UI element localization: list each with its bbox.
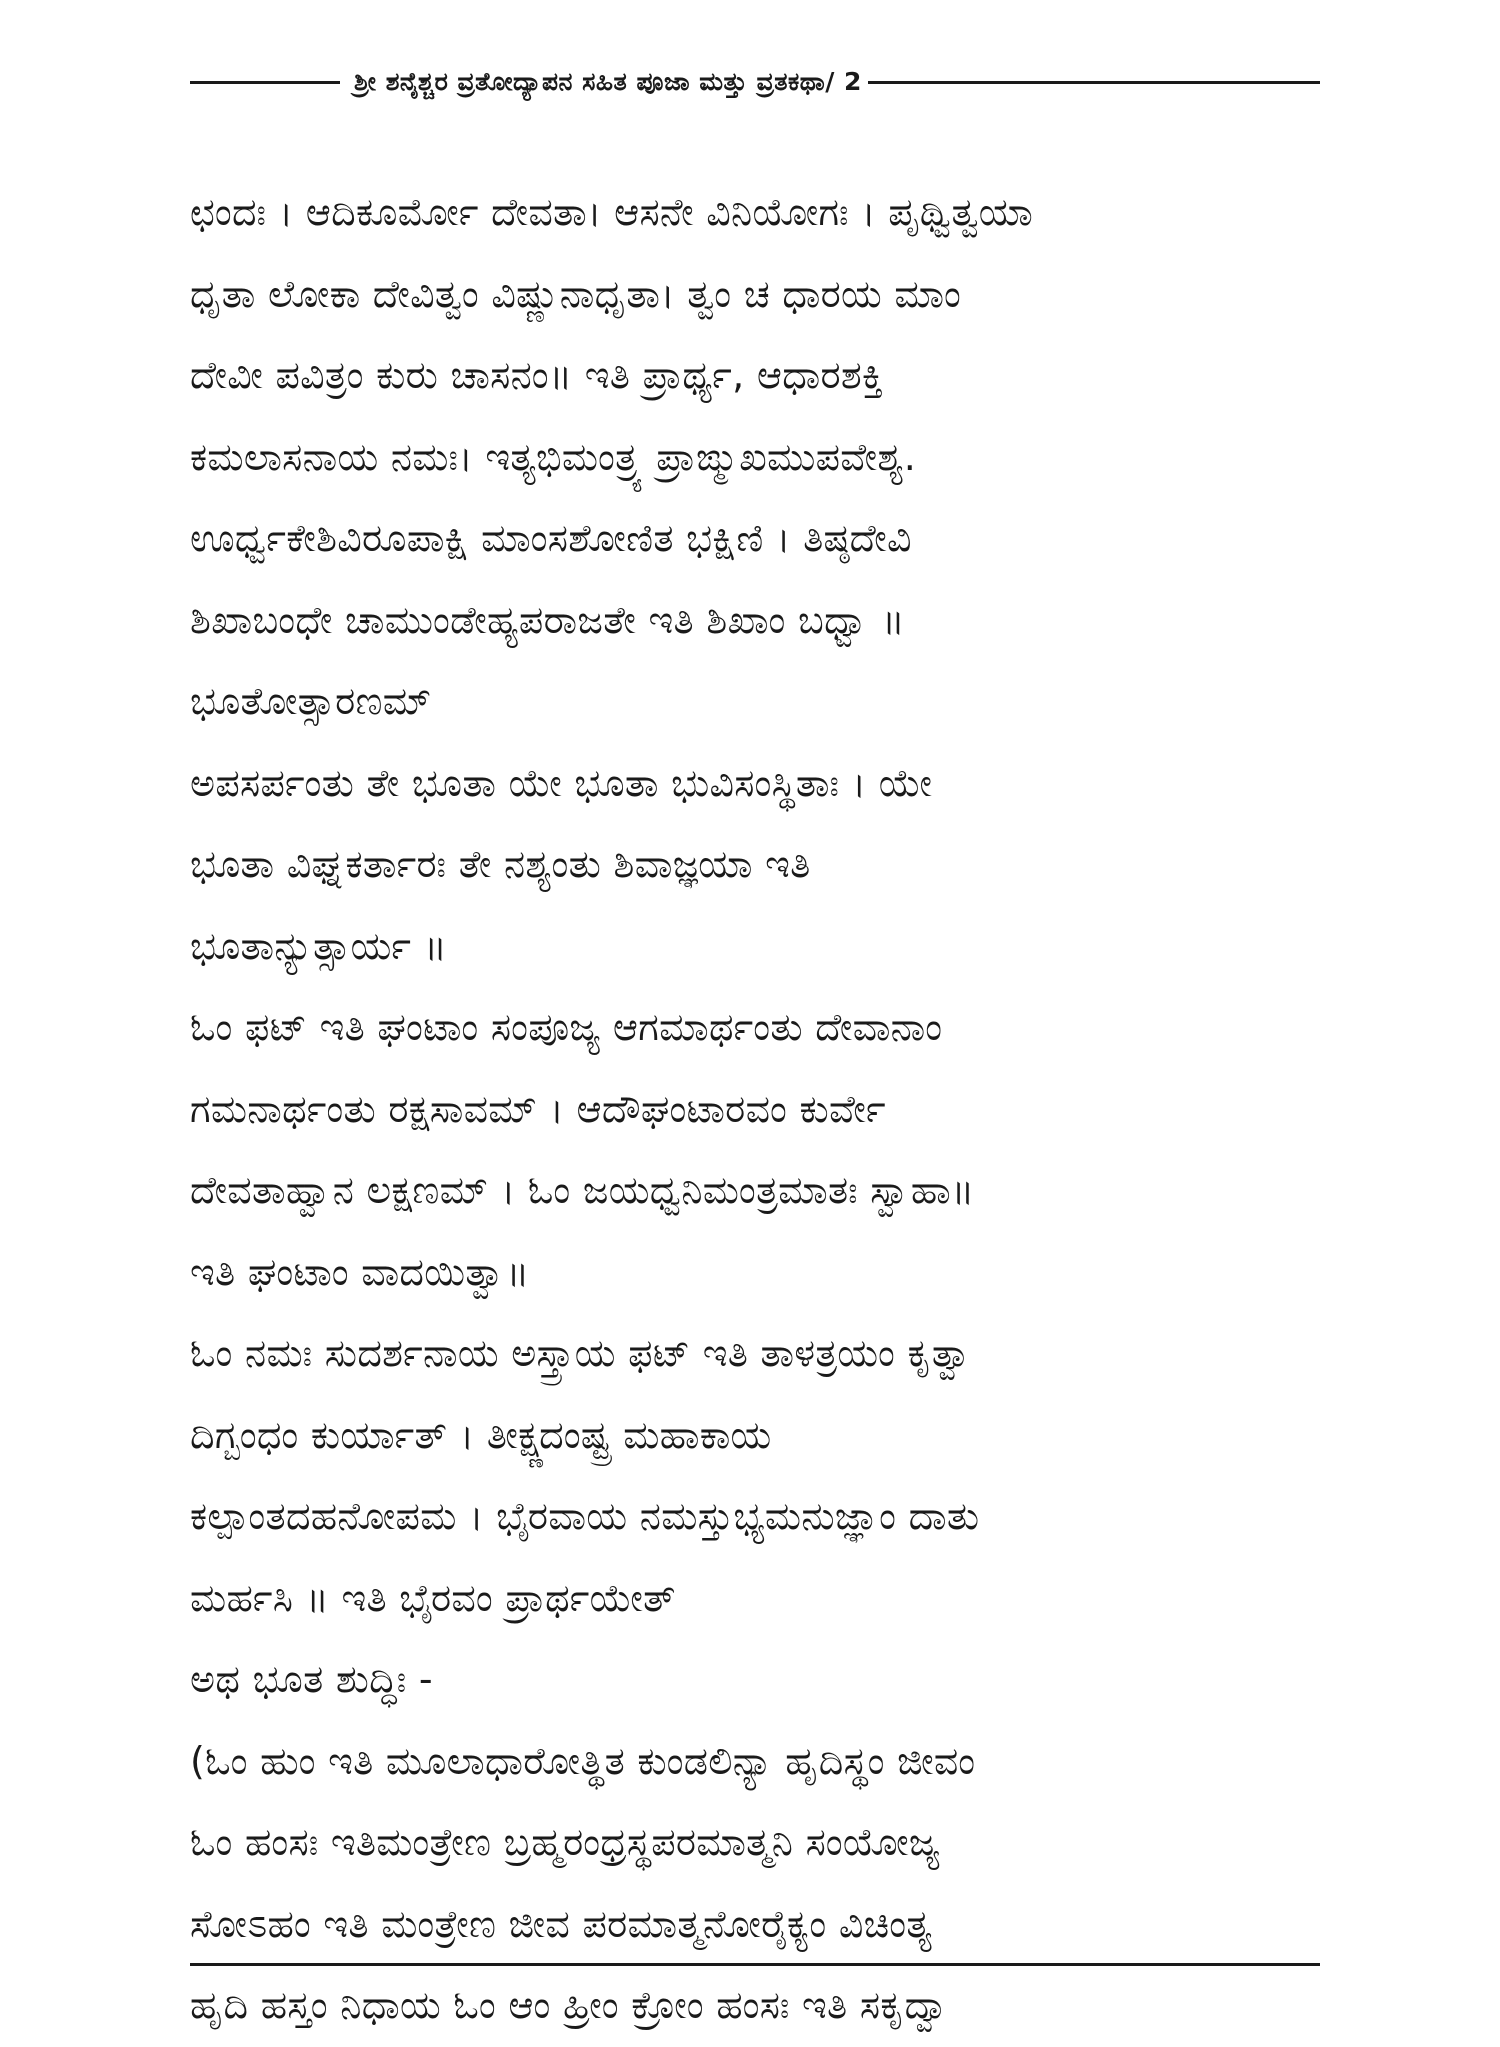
text-line: ಛಂದಃ । ಆದಿಕೂರ್ಮೋ ದೇವತಾ। ಆಸನೇ ವಿನಿಯೋಗಃ । ಪೃಥ್ವಿತ್ವಯಾ [190, 190, 1034, 234]
text-line: ದೇವತಾಹ್ವಾನ ಲಕ್ಷಣಮ್ । ಓಂ ಜಯಧ್ವನಿಮಂತ್ರಮಾತಃ ಸ್ವಾಹಾ॥ [190, 1168, 975, 1212]
text-line: ದೇವೀ ಪವಿತ್ರಂ ಕುರು ಚಾಸನಂ॥ ಇತಿ ಪ್ರಾರ್ಥ್ಯ, ಆಧಾರಶಕ್ತಿ [190, 353, 884, 397]
text-line: ಊರ್ಧ್ವಕೇಶಿವಿರೂಪಾಕ್ಷಿ ಮಾಂಸಶೋಣಿತ ಭಕ್ಷಿಣಿ । ತಿಷ್ಠದೇವಿ [190, 516, 912, 560]
text-line: (ಓಂ ಹುಂ ಇತಿ ಮೂಲಾಧಾರೋತ್ಥಿತ ಕುಂಡಲಿನ್ಯಾ ಹೃದಿಸ್ಥಂ ಜೀವಂ [190, 1738, 976, 1783]
text-line: ಮರ್ಹಸಿ ॥ ಇತಿ ಭೈರವಂ ಪ್ರಾರ್ಥಯೇತ್ [190, 1575, 676, 1620]
header-rule-right [868, 81, 1320, 84]
text-line: ಕಮಲಾಸನಾಯ ನಮಃ। ಇತ್ಯಭಿಮಂತ್ರ್ಯ ಪ್ರಾಙ್ಮುಖಮುಪವೇಶ್ಯ. [190, 434, 917, 479]
text-line: ಗಮನಾರ್ಥಂತು ರಕ್ಷಸಾವಮ್ । ಆದೌಘಂಟಾರವಂ ಕುರ್ವೇ [190, 1086, 886, 1131]
section-heading: ಅಥ ಭೂತ ಶುದ್ಧಿಃ - [190, 1657, 433, 1701]
running-header [190, 62, 1320, 102]
text-line: ಓಂ ಫಟ್ ಇತಿ ಘಂಟಾಂ ಸಂಪೂಜ್ಯ ಆಗಮಾರ್ಥಂತು ದೇವಾನಾಂ [190, 1005, 943, 1049]
text-line: ಓಂ ಹಂಸಃ ಇತಿಮಂತ್ರೇಣ ಬ್ರಹ್ಮರಂಧ್ರಸ್ಥಪರಮಾತ್ಮನಿ ಸಂಯೋಜ್ಯ [190, 1820, 940, 1864]
text-line: ಇತಿ ಘಂಟಾಂ ವಾದಯಿತ್ವಾ॥ [190, 1249, 530, 1294]
text-line: ಶಿಖಾಬಂಧೇ ಚಾಮುಂಡೇಹ್ಯಪರಾಜತೇ ಇತಿ ಶಿಖಾಂ ಬಧ್ವಾ ॥ [190, 597, 906, 642]
text-line: ಭೂತಾ ವಿಘ್ನಕರ್ತಾರಃ ತೇ ನಶ್ಯಂತು ಶಿವಾಜ್ಞಯಾ ಇತಿ [190, 842, 811, 886]
text-line: ಹೃದಿ ಹಸ್ತಂ ನಿಧಾಯ ಓಂ ಆಂ ಹ್ರೀಂ ಕ್ರೋಂ ಹಂಸಃ ಇತಿ ಸಕೃದ್ವಾ [190, 1983, 950, 2027]
running-title: ಶ್ರೀ ಶನೈಶ್ಚರ ವ್ರತೋದ್ಯಾಪನ ಸಹಿತ ಪೂಜಾ ಮತ್ತು ವ್ರತಕಥಾ/ 2 [354, 67, 862, 96]
text-line: ಓಂ ನಮಃ ಸುದರ್ಶನಾಯ ಅಸ್ತ್ರಾಯ ಫಟ್ ಇತಿ ತಾಳತ್ರಯಂ ಕೃತ್ವಾ [190, 1331, 973, 1375]
text-line: ಅಪಸರ್ಪಂತು ತೇ ಭೂತಾ ಯೇ ಭೂತಾ ಭುವಿಸಂಸ್ಥಿತಾಃ । ಯೇ [190, 760, 933, 805]
text-line: ಭೂತಾನ್ಯುತ್ಸಾರ್ಯ ॥ [190, 923, 448, 968]
text-line: ಸೋಽಹಂ ಇತಿ ಮಂತ್ರೇಣ ಜೀವ ಪರಮಾತ್ಮನೋರೈಕ್ಯಂ ವಿಚಿಂತ್ಯ [190, 1901, 933, 1946]
section-heading: ಭೂತೋತ್ಸಾರಣಮ್ [190, 679, 432, 723]
footer-rule [190, 1963, 1320, 1966]
header-rule-left [190, 81, 340, 84]
text-line: ದಿಗ್ಬಂಧಂ ಕುರ್ಯಾತ್ । ತೀಕ್ಷ್ಣದಂಷ್ಟ್ರ ಮಹಾಕಾಯ [190, 1412, 772, 1457]
text-line: ಧೃತಾ ಲೋಕಾ ದೇವಿತ್ವಂ ವಿಷ್ಣುನಾಧೃತಾ। ತ್ವಂ ಚ ಧಾರಯ ಮಾಂ [190, 271, 962, 316]
text-line: ಕಲ್ಪಾಂತದಹನೋಪಮ । ಭೈರವಾಯ ನಮಸ್ತುಭ್ಯಮನುಜ್ಞಾಂ ದಾತು [190, 1494, 980, 1538]
body-text [190, 172, 1320, 2047]
